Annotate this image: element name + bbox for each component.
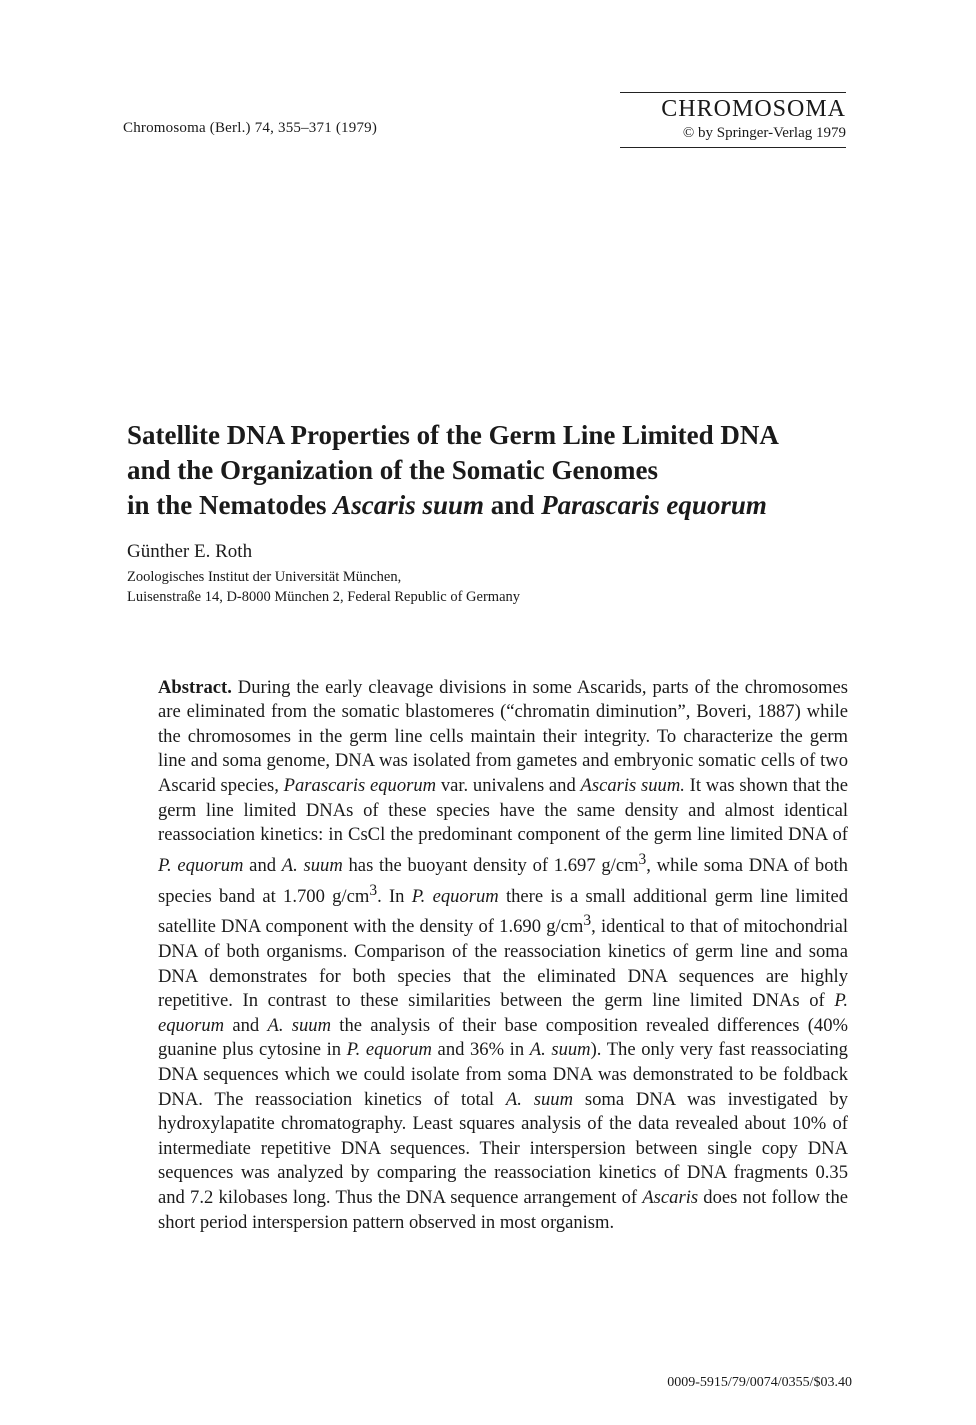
title-line-1: Satellite DNA Properties of the Germ Line Limited DNA	[127, 420, 779, 450]
journal-name: CHROMOSOMA	[661, 96, 846, 122]
journal-copyright: © by Springer-Verlag 1979	[682, 125, 846, 141]
abstract	[158, 676, 848, 1236]
abstract-species: Ascaris suum.	[580, 774, 685, 796]
abstract-text: there is a small additional germ line limited satellite DNA component with the density of 1.690 g/cm	[158, 885, 848, 938]
title-species-parascaris: Parascaris equorum	[541, 490, 767, 520]
abstract-species: P. equorum	[411, 885, 499, 907]
abstract-species: A. suum	[267, 1014, 332, 1036]
journal-citation: Chromosoma (Berl.) 74, 355–371 (1979)	[123, 120, 378, 136]
superscript: 3	[369, 881, 378, 899]
abstract-text: soma DNA was investigated by hydroxylapatite chromatography. Least squares analysis of the data revealed about 10% of intermediate repetitive DNA sequences. Their interspersion between single copy DNA sequences was analyzed by comparing the reassociation kinetics of DNA fragments 0.35 and 7.2 kilobases long. Thus the DNA sequence arrangement of	[158, 1088, 848, 1209]
abstract-species: A. suum	[505, 1088, 573, 1110]
article-title	[127, 418, 857, 523]
abstract-text: It was shown that the germ line limited DNAs of these species have the same density and almost identical reassociation kinetics: in CsCl the predominant component of the germ line limited DNA of	[158, 774, 848, 846]
abstract-text: and 36% in	[431, 1039, 530, 1061]
superscript: 3	[583, 912, 592, 930]
abstract-text: the analysis of their base composition revealed differences (40% guanine plus cytosine in	[158, 1014, 848, 1061]
title-line-3	[127, 488, 857, 523]
abstract-text: var. univalens and	[436, 774, 581, 796]
author-name: Günther E. Roth	[127, 541, 253, 562]
affiliation-line-2: Luisenstraße 14, D-8000 München 2, Federal Republic of Germany	[127, 589, 521, 605]
abstract-species: Ascaris	[642, 1187, 699, 1209]
abstract-text: ). The only very fast reassociating DNA sequences which we could isolate from soma DNA was demonstrated to be foldback DNA. The reassociation kinetics of total	[158, 1039, 848, 1110]
title-line-2: and the Organization of the Somatic Genomes	[127, 455, 658, 485]
abstract-text: . In	[377, 885, 412, 907]
abstract-text: , identical to that of mitochondrial DNA of both organisms. Comparison of the reassociation kinetics of germ line and soma DNA demonstrates for both species that the eliminated DNA sequences are highly repetitive. In contrast to these similarities between the germ line limited DNAs of	[158, 916, 848, 1012]
superscript: 3	[638, 850, 647, 868]
abstract-species: P. equorum	[158, 854, 244, 876]
abstract-text: and	[243, 854, 282, 876]
affiliation-line-1: Zoologisches Institut der Universität München,	[127, 569, 402, 585]
abstract-text: has the buoyant density of 1.697 g/cm	[342, 854, 639, 876]
abstract-species: A. suum	[281, 854, 343, 876]
title-species-ascaris: Ascaris suum	[333, 490, 485, 520]
abstract-text: and	[224, 1014, 268, 1036]
abstract-text: , while soma DNA of both species band at 1.700 g/cm	[158, 854, 848, 907]
article-code: 0009-5915/79/0074/0355/$03.40	[667, 1375, 852, 1390]
abstract-text: During the early cleavage divisions in some Ascarids, parts of the chromosomes are eliminated from the somatic blastomeres (“chromatin diminution”, Boveri, 1887) while the chromosomes in the germ line cells maintain their integrity. To characterize the germ line and soma genome, DNA was isolated from gametes and embryonic somatic cells of two Ascarid species,	[158, 676, 848, 796]
journal-masthead	[620, 92, 846, 148]
abstract-species: P. equorum	[158, 990, 848, 1036]
abstract-label: Abstract.	[158, 676, 232, 698]
abstract-species: P. equorum	[346, 1039, 432, 1061]
author-affiliation	[127, 567, 520, 607]
abstract-text: does not follow the short period interspersion pattern observed in most organism.	[158, 1187, 848, 1233]
abstract-species: Parascaris equorum	[283, 774, 437, 796]
title-prefix: in the Nematodes	[127, 490, 334, 520]
title-and: and	[484, 490, 542, 520]
abstract-species: A. suum	[529, 1039, 591, 1061]
